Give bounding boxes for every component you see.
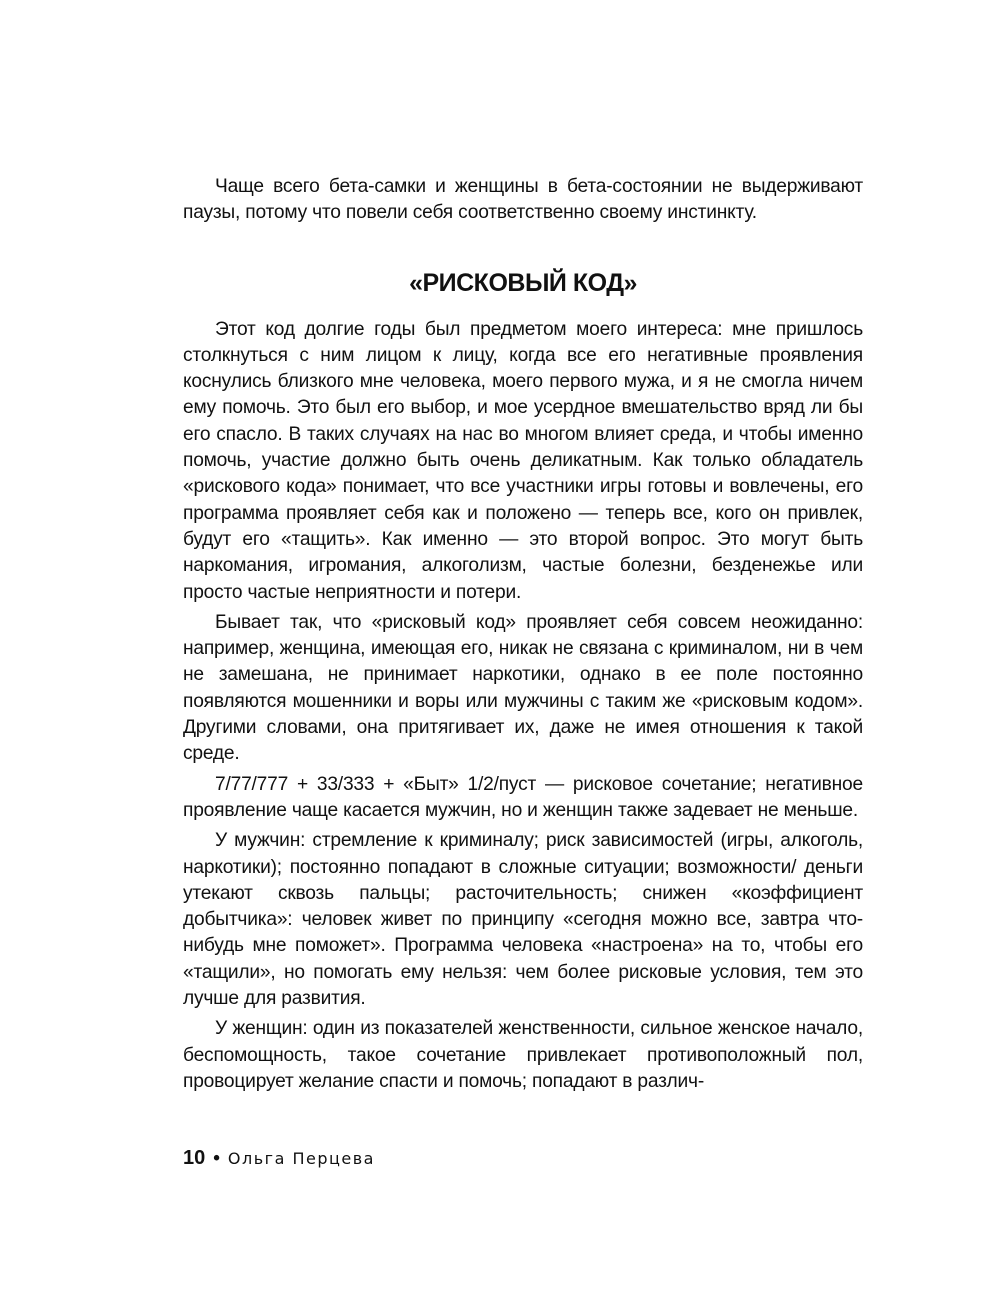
- footer-separator: •: [213, 1148, 220, 1169]
- body-paragraph-5: У женщин: один из показателей женственности, сильное женское начало, беспомощность, такое сочетание привлекает противоположный пол, провоцирует желание спасти и помочь; попадают в различ-: [183, 1018, 863, 1092]
- author-name: Ольга Перцева: [227, 1149, 375, 1168]
- body-paragraph-3: 7/77/777 + 33/333 + «Быт» 1/2/пуст — рисковое сочетание; негативное проявление чаще касается мужчин, но и женщин также задевает не меньше.: [183, 773, 863, 821]
- intro-paragraph: Чаще всего бета-самки и женщины в бета-состоянии не выдерживают паузы, потому что повели себя соответственно своему инстинкту.: [183, 176, 863, 224]
- section-heading: «РИСКОВЫЙ КОД»: [409, 268, 637, 297]
- body-paragraph-1: Этот код долгие годы был предметом моего интереса: мне пришлось столкнуться с ним лицом к лицу, когда все его негативные проявления коснулись близкого мне человека, моего первого мужа, и я не смогла ничем ему помочь. Это был его выбор, и мое усердное вмешательство вряд ли бы его спасло. В таких случаях на нас во многом влияет среда, и чтобы именно помочь, участие должно быть очень деликатным. Как только обладатель «рискового кода» понимает, что все участники игры готовы и вовлечены, его программа проявляет себя как и положено — теперь все, кого он привлек, будут его «тащить». Как именно — это второй вопрос. Это могут быть наркомания, игромания, алкоголизм, частые болезни, безденежье или просто частые неприятности и потери.: [183, 318, 863, 603]
- body-paragraph-2: Бывает так, что «рисковый код» проявляет себя совсем неожиданно: например, женщина, имеющая его, никак не связана с криминалом, ни в чем не замешана, не принимает наркотики, однако в ее поле постоянно появляются мошенники и воры или мужчины с таким же «рисковым кодом». Другими словами, она притягивает их, даже не имея отношения к такой среде.: [183, 611, 863, 765]
- page-content: [183, 174, 863, 1095]
- body-paragraph-4: У мужчин: стремление к криминалу; риск зависимостей (игры, алкоголь, наркотики); постоянно попадают в сложные ситуации; возможности/ деньги утекают сквозь пальцы; расточительность; снижен «коэффициент добытчика»: человек живет по принципу «сегодня можно все, завтра что-нибудь мне поможет». Программа человека «настроена» на то, чтобы его «тащили», но помогать ему нельзя: чем более рисковые условия, тем это лучше для развития.: [183, 830, 863, 1010]
- page-footer: [183, 1145, 375, 1172]
- page-number: 10: [183, 1147, 206, 1169]
